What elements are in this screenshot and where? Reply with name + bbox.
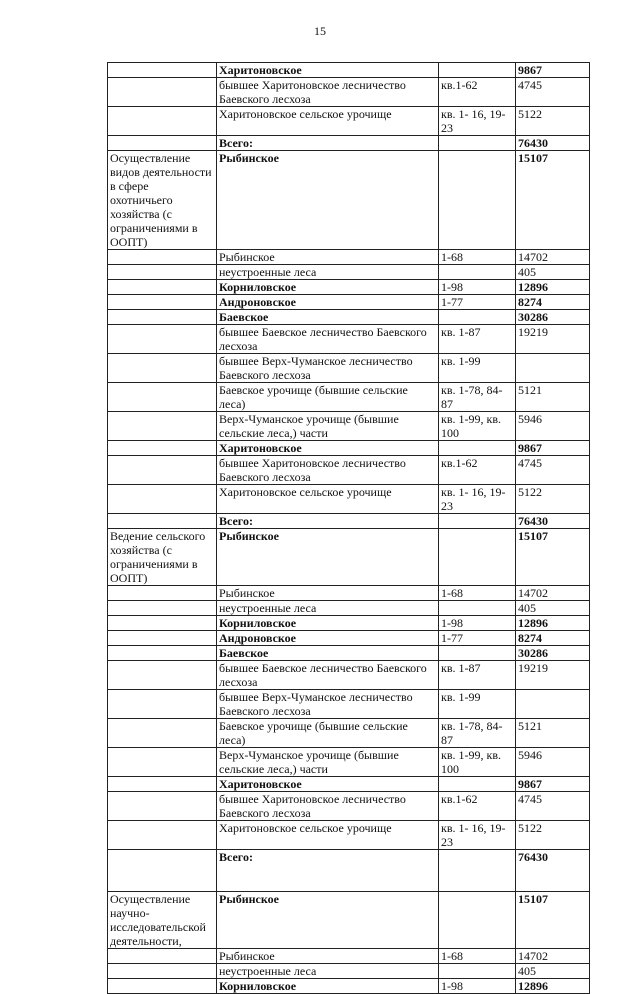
table-row: [108, 514, 590, 529]
area-name-cell: Харитоновское сельское урочище: [217, 485, 439, 514]
area-value-cell: 5121: [516, 383, 590, 412]
activity-cell-continued: [108, 964, 217, 979]
area-name-cell: бывшее Баевское лесничество Баевского лесхоза: [217, 325, 439, 354]
table-row: [108, 136, 590, 151]
area-name-cell: бывшее Харитоновское лесничество Баевского лесхоза: [217, 792, 439, 821]
area-value-cell: 8274: [516, 631, 590, 646]
area-value-cell: 5946: [516, 412, 590, 441]
table-row: [108, 601, 590, 616]
area-name-cell: Баевское урочище (бывшие сельские леса): [217, 719, 439, 748]
area-name-cell: Баевское: [217, 310, 439, 325]
area-name-cell: Рыбинское: [217, 151, 439, 250]
area-value-cell: 5946: [516, 748, 590, 777]
quarters-cell: кв. 1-78, 84-87: [439, 719, 516, 748]
table-row: [108, 265, 590, 280]
activity-cell-continued: [108, 412, 217, 441]
quarters-cell: [439, 850, 516, 892]
table-row: [108, 748, 590, 777]
table-row: [108, 949, 590, 964]
area-name-cell: Харитоновское сельское урочище: [217, 821, 439, 850]
area-value-cell: 5122: [516, 821, 590, 850]
quarters-cell: [439, 441, 516, 456]
table-row: [108, 63, 590, 78]
table-row: [108, 151, 590, 250]
activity-cell-continued: [108, 441, 217, 456]
quarters-cell: кв.1-62: [439, 456, 516, 485]
table-row: [108, 412, 590, 441]
area-name-cell: Баевское урочище (бывшие сельские леса): [217, 383, 439, 412]
activity-cell: Осуществление научно-исследовательской деятельности,: [108, 892, 217, 949]
activity-cell-continued: [108, 136, 217, 151]
area-value-cell: 15107: [516, 151, 590, 250]
area-name-cell: Харитоновское: [217, 441, 439, 456]
activity-cell-continued: [108, 631, 217, 646]
area-name-cell: Всего:: [217, 850, 439, 892]
table-row: [108, 107, 590, 136]
area-value-cell: 5121: [516, 719, 590, 748]
activity-cell-continued: [108, 310, 217, 325]
activity-cell-continued: [108, 690, 217, 719]
quarters-cell: кв. 1-99, кв. 100: [439, 748, 516, 777]
activity-cell-continued: [108, 354, 217, 383]
area-value-cell: 14702: [516, 250, 590, 265]
area-value-cell: [516, 690, 590, 719]
area-name-cell: Корниловское: [217, 280, 439, 295]
area-name-cell: Харитоновское: [217, 777, 439, 792]
activity-cell-continued: [108, 616, 217, 631]
activity-cell-continued: [108, 850, 217, 892]
activity-cell-continued: [108, 586, 217, 601]
quarters-cell: [439, 265, 516, 280]
activity-cell-continued: [108, 821, 217, 850]
quarters-cell: кв. 1-99: [439, 690, 516, 719]
area-name-cell: бывшее Верх-Чуманское лесничество Баевского лесхоза: [217, 354, 439, 383]
table-row: [108, 646, 590, 661]
land-table: [107, 62, 590, 994]
activity-cell-continued: [108, 979, 217, 994]
area-name-cell: Баевское: [217, 646, 439, 661]
activity-cell-continued: [108, 280, 217, 295]
quarters-cell: [439, 136, 516, 151]
area-value-cell: 405: [516, 265, 590, 280]
area-value-cell: 9867: [516, 777, 590, 792]
activity-cell-continued: [108, 265, 217, 280]
table-row: [108, 661, 590, 690]
area-name-cell: Всего:: [217, 514, 439, 529]
area-name-cell: Андроновское: [217, 295, 439, 310]
area-name-cell: Рыбинское: [217, 949, 439, 964]
quarters-cell: 1-98: [439, 616, 516, 631]
activity-cell-continued: [108, 250, 217, 265]
activity-cell-continued: [108, 719, 217, 748]
area-value-cell: [516, 354, 590, 383]
area-name-cell: Корниловское: [217, 616, 439, 631]
activity-cell-continued: [108, 777, 217, 792]
area-value-cell: 14702: [516, 949, 590, 964]
area-name-cell: Верх-Чуманское урочище (бывшие сельские леса,) части: [217, 412, 439, 441]
area-value-cell: 5122: [516, 485, 590, 514]
area-value-cell: 76430: [516, 850, 590, 892]
quarters-cell: [439, 964, 516, 979]
table-row: [108, 529, 590, 586]
activity-cell-continued: [108, 792, 217, 821]
quarters-cell: [439, 151, 516, 250]
quarters-cell: кв. 1- 16, 19-23: [439, 485, 516, 514]
area-value-cell: 30286: [516, 646, 590, 661]
quarters-cell: кв. 1-78, 84-87: [439, 383, 516, 412]
activity-cell-continued: [108, 78, 217, 107]
area-name-cell: неустроенные леса: [217, 601, 439, 616]
area-value-cell: 5122: [516, 107, 590, 136]
table-row: [108, 310, 590, 325]
table-row: [108, 485, 590, 514]
quarters-cell: [439, 63, 516, 78]
area-value-cell: 19219: [516, 661, 590, 690]
table-row: [108, 325, 590, 354]
activity-cell: [108, 63, 217, 78]
area-name-cell: неустроенные леса: [217, 265, 439, 280]
activity-cell: Ведение сельского хозяйства (с ограничениями в ООПТ): [108, 529, 217, 586]
activity-cell-continued: [108, 601, 217, 616]
quarters-cell: 1-68: [439, 250, 516, 265]
area-value-cell: 76430: [516, 514, 590, 529]
area-value-cell: 12896: [516, 616, 590, 631]
quarters-cell: 1-77: [439, 631, 516, 646]
quarters-cell: кв. 1-99: [439, 354, 516, 383]
area-name-cell: бывшее Харитоновское лесничество Баевского лесхоза: [217, 78, 439, 107]
quarters-cell: кв. 1- 16, 19-23: [439, 821, 516, 850]
quarters-cell: кв. 1-87: [439, 661, 516, 690]
quarters-cell: [439, 310, 516, 325]
quarters-cell: [439, 601, 516, 616]
table-row: [108, 441, 590, 456]
area-name-cell: бывшее Баевское лесничество Баевского лесхоза: [217, 661, 439, 690]
table-row: [108, 456, 590, 485]
area-value-cell: 14702: [516, 586, 590, 601]
table-row: [108, 280, 590, 295]
area-name-cell: Рыбинское: [217, 250, 439, 265]
quarters-cell: кв.1-62: [439, 792, 516, 821]
activity-cell-continued: [108, 949, 217, 964]
quarters-cell: 1-68: [439, 586, 516, 601]
activity-cell-continued: [108, 748, 217, 777]
table-row: [108, 964, 590, 979]
area-value-cell: 15107: [516, 529, 590, 586]
area-name-cell: Всего:: [217, 136, 439, 151]
area-value-cell: 4745: [516, 78, 590, 107]
table-row: [108, 777, 590, 792]
area-value-cell: 9867: [516, 441, 590, 456]
quarters-cell: кв. 1- 16, 19-23: [439, 107, 516, 136]
table-row: [108, 354, 590, 383]
table-row: [108, 821, 590, 850]
table-row: [108, 850, 590, 892]
table-row: [108, 979, 590, 994]
area-value-cell: 19219: [516, 325, 590, 354]
table-row: [108, 616, 590, 631]
area-value-cell: 4745: [516, 456, 590, 485]
quarters-cell: [439, 892, 516, 949]
table-row: [108, 78, 590, 107]
area-value-cell: 405: [516, 964, 590, 979]
activity-cell-continued: [108, 661, 217, 690]
table-row: [108, 719, 590, 748]
area-name-cell: Корниловское: [217, 979, 439, 994]
activity-cell: Осуществление видов деятельности в сфере охотничьего хозяйства (с ограничениями в ООПТ): [108, 151, 217, 250]
area-value-cell: 15107: [516, 892, 590, 949]
quarters-cell: кв. 1-99, кв. 100: [439, 412, 516, 441]
area-name-cell: неустроенные леса: [217, 964, 439, 979]
quarters-cell: [439, 777, 516, 792]
quarters-cell: [439, 514, 516, 529]
area-value-cell: 8274: [516, 295, 590, 310]
area-value-cell: 9867: [516, 63, 590, 78]
area-name-cell: Верх-Чуманское урочище (бывшие сельские леса,) части: [217, 748, 439, 777]
area-name-cell: бывшее Харитоновское лесничество Баевского лесхоза: [217, 456, 439, 485]
table-row: [108, 631, 590, 646]
activity-cell-continued: [108, 456, 217, 485]
area-value-cell: 4745: [516, 792, 590, 821]
table-row: [108, 892, 590, 949]
quarters-cell: кв.1-62: [439, 78, 516, 107]
table-row: [108, 250, 590, 265]
table-row: [108, 792, 590, 821]
page-number: 15: [314, 24, 326, 38]
quarters-cell: [439, 646, 516, 661]
quarters-cell: 1-68: [439, 949, 516, 964]
area-value-cell: 30286: [516, 310, 590, 325]
quarters-cell: 1-98: [439, 280, 516, 295]
area-value-cell: 12896: [516, 979, 590, 994]
quarters-cell: 1-77: [439, 295, 516, 310]
activity-cell-continued: [108, 325, 217, 354]
quarters-cell: 1-98: [439, 979, 516, 994]
area-name-cell: Харитоновское сельское урочище: [217, 107, 439, 136]
area-name-cell: Андроновское: [217, 631, 439, 646]
quarters-cell: кв. 1-87: [439, 325, 516, 354]
area-name-cell: Рыбинское: [217, 529, 439, 586]
table-row: [108, 383, 590, 412]
activity-cell-continued: [108, 485, 217, 514]
area-name-cell: Рыбинское: [217, 892, 439, 949]
table-body: [108, 63, 590, 994]
quarters-cell: [439, 529, 516, 586]
area-name-cell: Рыбинское: [217, 586, 439, 601]
area-name-cell: Харитоновское: [217, 63, 439, 78]
activity-cell-continued: [108, 646, 217, 661]
table-row: [108, 586, 590, 601]
activity-cell-continued: [108, 514, 217, 529]
area-value-cell: 12896: [516, 280, 590, 295]
activity-cell-continued: [108, 295, 217, 310]
table-row: [108, 690, 590, 719]
area-value-cell: 76430: [516, 136, 590, 151]
activity-cell-continued: [108, 107, 217, 136]
activity-cell-continued: [108, 383, 217, 412]
table-row: [108, 295, 590, 310]
area-value-cell: 405: [516, 601, 590, 616]
area-name-cell: бывшее Верх-Чуманское лесничество Баевского лесхоза: [217, 690, 439, 719]
